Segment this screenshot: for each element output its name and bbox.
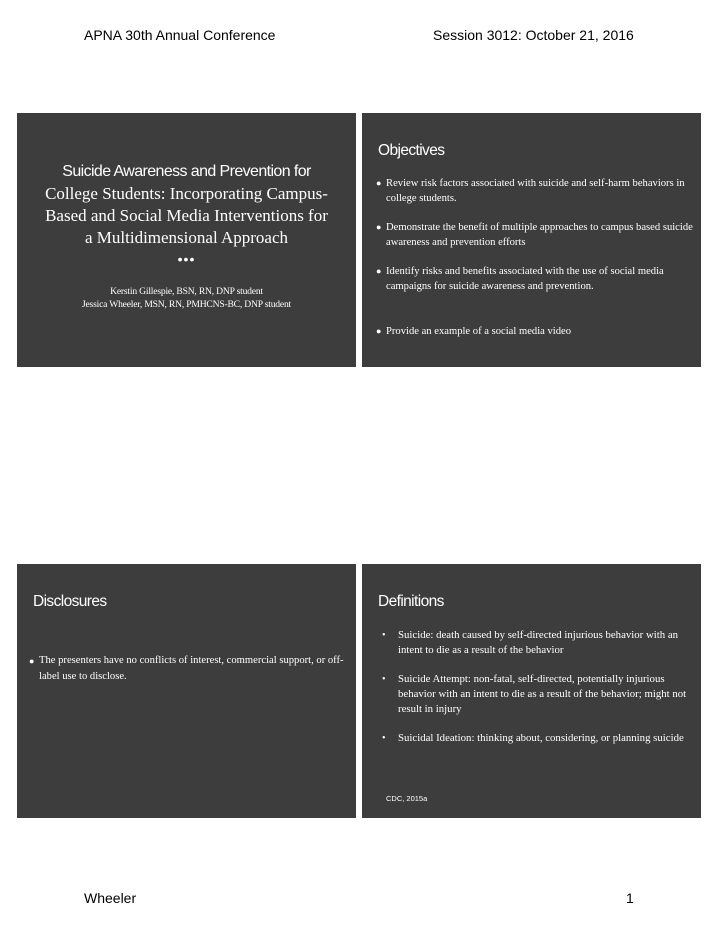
title-line-4: a Multidimensional Approach: [84, 228, 289, 247]
slide-objectives: [362, 113, 701, 367]
list-item: [29, 653, 348, 685]
disclosures-list: [29, 653, 348, 685]
list-item-text: Review risk factors associated with suicide and self-harm behaviors in college students.: [386, 178, 685, 204]
bullet-icon: •: [382, 630, 386, 641]
bullet-icon: ●: [376, 266, 382, 276]
list-item-text: Suicide: death caused by self-directed injurious behavior with an intent to die as a result of the behavior: [398, 629, 679, 656]
list-item: [380, 672, 691, 717]
list-item: [380, 731, 691, 746]
list-item-text: Demonstrate the benefit of multiple approaches to campus based suicide awareness and prevention efforts: [386, 222, 693, 248]
definitions-list: [380, 628, 691, 746]
decorative-dots: •••: [177, 251, 196, 267]
title-line-3: Based and Social Media Interventions for: [45, 206, 328, 225]
list-item: [376, 176, 693, 206]
list-item-text: Suicidal Ideation: thinking about, considering, or planning suicide: [398, 732, 684, 744]
list-item: [376, 220, 693, 250]
list-item: [376, 264, 693, 294]
bullet-icon: •: [382, 733, 386, 744]
list-item-text: The presenters have no conflicts of interest, commercial support, or off-label use to disclose.: [39, 655, 344, 682]
slide-heading: Disclosures: [33, 593, 107, 610]
bullet-icon: •: [382, 674, 386, 685]
slide-heading: Definitions: [378, 593, 444, 610]
slide-main-title: [17, 161, 356, 268]
footer-author: Wheeler: [84, 890, 137, 906]
bullet-icon: ●: [376, 326, 382, 336]
bullet-icon: ●: [376, 222, 382, 232]
slide-definitions: [362, 564, 701, 818]
slide-disclosures: [17, 564, 356, 818]
list-item-text: Provide an example of a social media video: [386, 326, 572, 337]
page-number: 1: [626, 890, 634, 906]
bullet-icon: ●: [29, 656, 35, 666]
list-item: [380, 628, 691, 658]
author-list: [17, 285, 356, 311]
header-conference: APNA 30th Annual Conference: [84, 27, 276, 43]
list-item-text: Identify risks and benefits associated with the use of social media campaigns for suicide awareness and prevention.: [386, 266, 664, 292]
slide-title-page: [17, 113, 356, 367]
bullet-icon: ●: [376, 178, 382, 188]
objectives-list: [376, 176, 693, 339]
author-2: Jessica Wheeler, MSN, RN, PMHCNS-BC, DNP student: [81, 299, 292, 310]
slide-heading: Objectives: [378, 142, 445, 159]
header-session: Session 3012: October 21, 2016: [433, 27, 634, 43]
citation: CDC, 2015a: [386, 794, 428, 803]
title-line-2: College Students: Incorporating Campus-: [45, 184, 328, 203]
list-item: [376, 324, 693, 339]
title-line-1: Suicide Awareness and Prevention for: [62, 163, 311, 180]
author-1: Kerstin Gillespie, BSN, RN, DNP student: [110, 286, 263, 297]
list-item-text: Suicide Attempt: non-fatal, self-directed, potentially injurious behavior with an intent to die as a result of the behavior; might not result in injury: [398, 673, 687, 715]
